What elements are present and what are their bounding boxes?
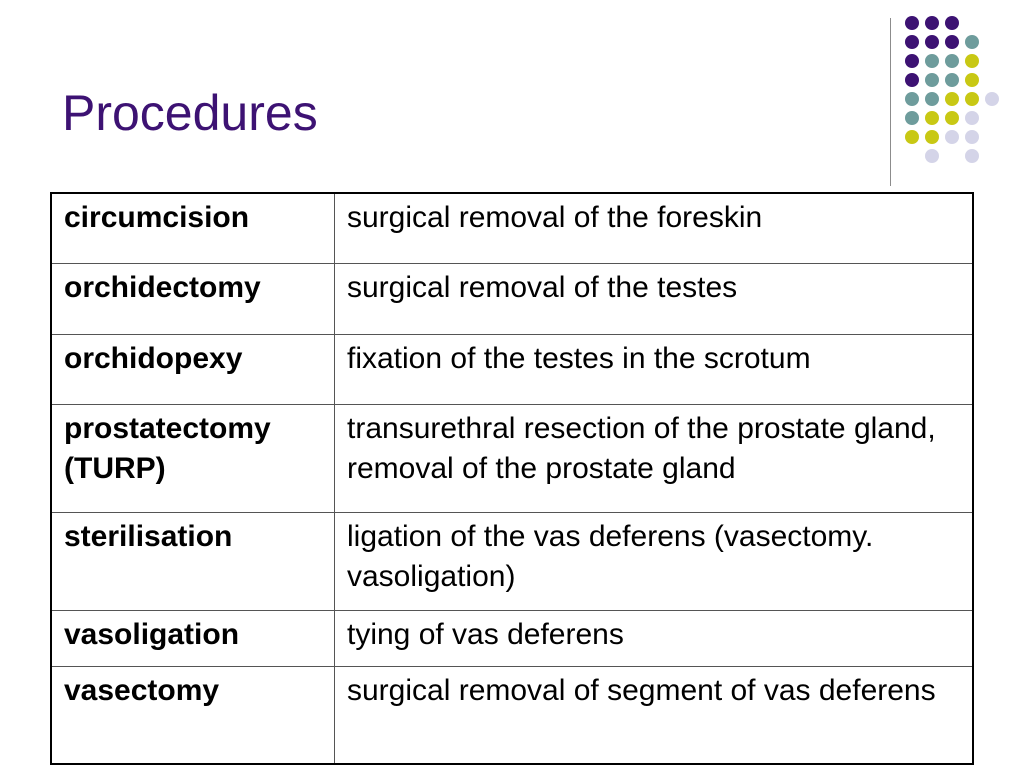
decorative-dot xyxy=(945,54,959,68)
term-cell: prostatectomy (TURP) xyxy=(51,404,335,512)
table-row xyxy=(51,263,973,334)
table-row xyxy=(51,666,973,764)
table-row xyxy=(51,512,973,610)
decorative-dot xyxy=(925,149,939,163)
decorative-dot xyxy=(965,92,979,106)
decorative-dot xyxy=(905,35,919,49)
decorative-dot xyxy=(965,35,979,49)
procedures-table xyxy=(50,192,974,765)
decorative-dot xyxy=(925,35,939,49)
decorative-dot xyxy=(925,92,939,106)
decorative-dot xyxy=(925,130,939,144)
decorative-dot xyxy=(945,35,959,49)
decorative-dot xyxy=(905,16,919,30)
decorative-dot xyxy=(925,73,939,87)
decorative-dot xyxy=(945,111,959,125)
decorative-dot-grid xyxy=(905,10,1015,170)
term-cell: orchidopexy xyxy=(51,334,335,404)
decorative-dot xyxy=(945,73,959,87)
table-row xyxy=(51,610,973,666)
term-cell: sterilisation xyxy=(51,512,335,610)
term-cell: vasoligation xyxy=(51,610,335,666)
definition-cell: surgical removal of segment of vas deferens xyxy=(335,666,974,764)
definition-cell: transurethral resection of the prostate gland, removal of the prostate gland xyxy=(335,404,974,512)
definition-cell: ligation of the vas deferens (vasectomy. vasoligation) xyxy=(335,512,974,610)
decorative-dot xyxy=(905,130,919,144)
decorative-dot xyxy=(905,73,919,87)
decorative-dot xyxy=(965,111,979,125)
decorative-dot xyxy=(905,111,919,125)
decorative-dot xyxy=(945,92,959,106)
decorative-dot xyxy=(965,130,979,144)
term-cell: vasectomy xyxy=(51,666,335,764)
title-divider-line xyxy=(890,18,891,186)
decorative-dot xyxy=(905,54,919,68)
decorative-dot xyxy=(905,92,919,106)
term-cell: circumcision xyxy=(51,193,335,263)
term-cell: orchidectomy xyxy=(51,263,335,334)
decorative-dot xyxy=(925,16,939,30)
table-row xyxy=(51,404,973,512)
slide-title: Procedures xyxy=(62,85,318,141)
decorative-dot xyxy=(985,92,999,106)
definition-cell: fixation of the testes in the scrotum xyxy=(335,334,974,404)
decorative-dot xyxy=(965,54,979,68)
decorative-dot xyxy=(945,130,959,144)
decorative-dot xyxy=(965,149,979,163)
table-row xyxy=(51,334,973,404)
definition-cell: tying of vas deferens xyxy=(335,610,974,666)
definition-cell: surgical removal of the testes xyxy=(335,263,974,334)
table-row xyxy=(51,193,973,263)
definition-cell: surgical removal of the foreskin xyxy=(335,193,974,263)
decorative-dot xyxy=(945,16,959,30)
decorative-dot xyxy=(965,73,979,87)
decorative-dot xyxy=(925,54,939,68)
decorative-dot xyxy=(925,111,939,125)
